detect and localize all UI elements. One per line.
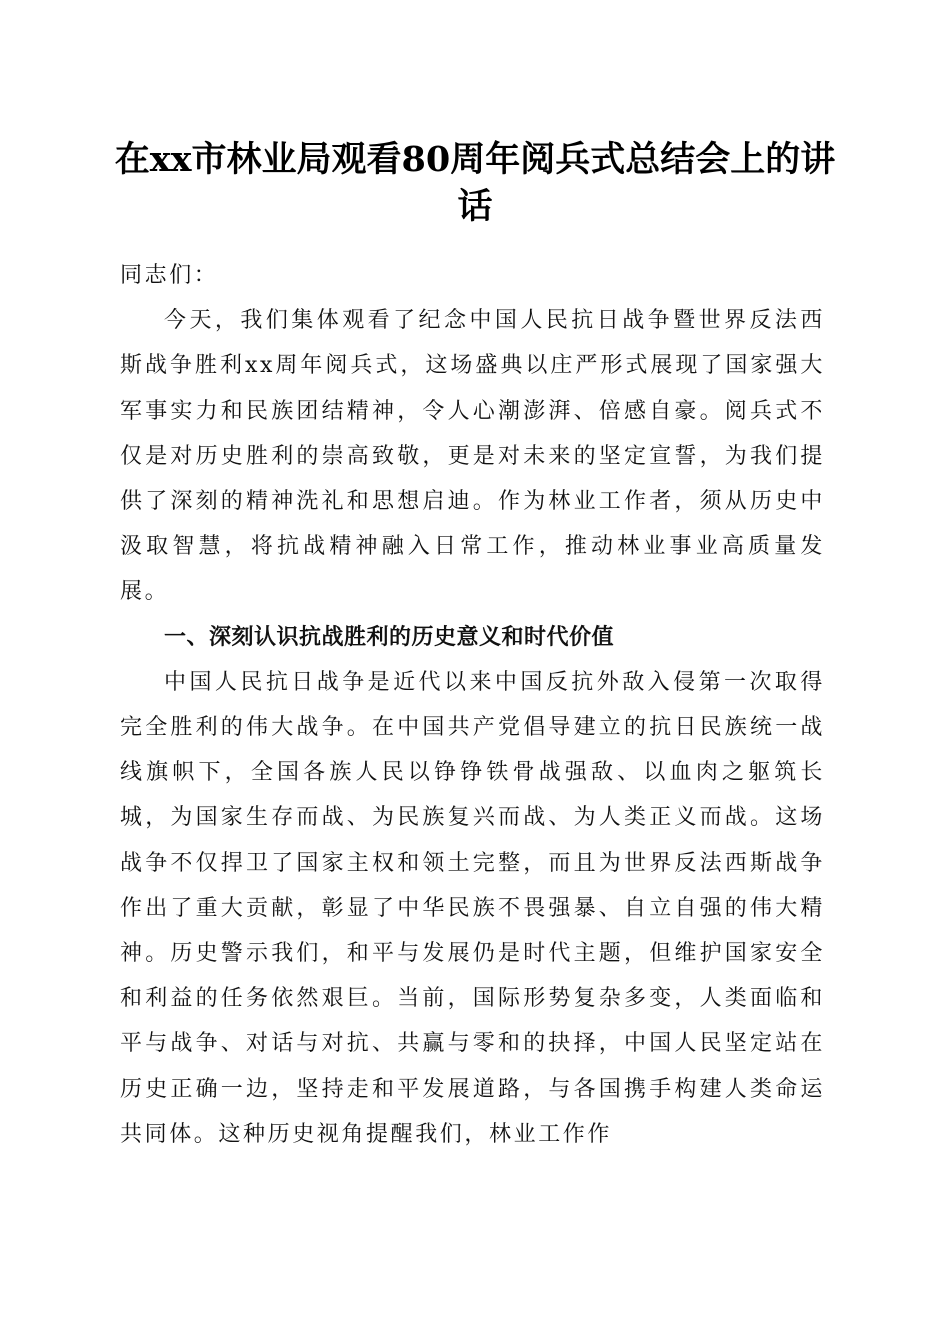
section-heading: 一、深刻认识抗战胜利的历史意义和时代价值 <box>164 624 615 650</box>
paragraph-intro: 今天，我们集体观看了纪念中国人民抗日战争暨世界反法西斯战争胜利xx周年阅兵式，这场盛典以庄严形式展现了国家强大军事实力和民族团结精神，令人心潮澎湃、倍感自豪。阅兵式不仅是对历史胜利的崇高致敬，更是对未来的坚定宣誓，为我们提供了深刻的精神洗礼和思想启迪。作为林业工作者，须从历史中汲取智慧，将抗战精神融入日常工作，推动林业事业高质量发展。 <box>120 308 825 605</box>
document-title: 在xx市林业局观看80周年阅兵式总结会上的讲话 <box>114 139 836 227</box>
salutation: 同志们： <box>120 263 219 288</box>
document-body <box>120 253 825 1157</box>
paragraph-section-1: 中国人民抗日战争是近代以来中国反抗外敌入侵第一次取得完全胜利的伟大战争。在中国共产党倡导建立的抗日民族统一战线旗帜下，全国各族人民以铮铮铁骨战强敌、以血肉之躯筑长城，为国家生存而战、为民族复兴而战、为人类正义而战。这场战争不仅捍卫了国家主权和领土完整，而且为世界反法西斯战争作出了重大贡献，彰显了中华民族不畏强暴、自立自强的伟大精神。历史警示我们，和平与发展仍是时代主题，但维护国家安全和利益的任务依然艰巨。当前，国际形势复杂多变，人类面临和平与战争、对话与对抗、共赢与零和的抉择，中国人民坚定站在历史正确一边，坚持走和平发展道路，与各国携手构建人类命运共同体。这种历史视角提醒我们，林业工作作 <box>120 669 825 1147</box>
